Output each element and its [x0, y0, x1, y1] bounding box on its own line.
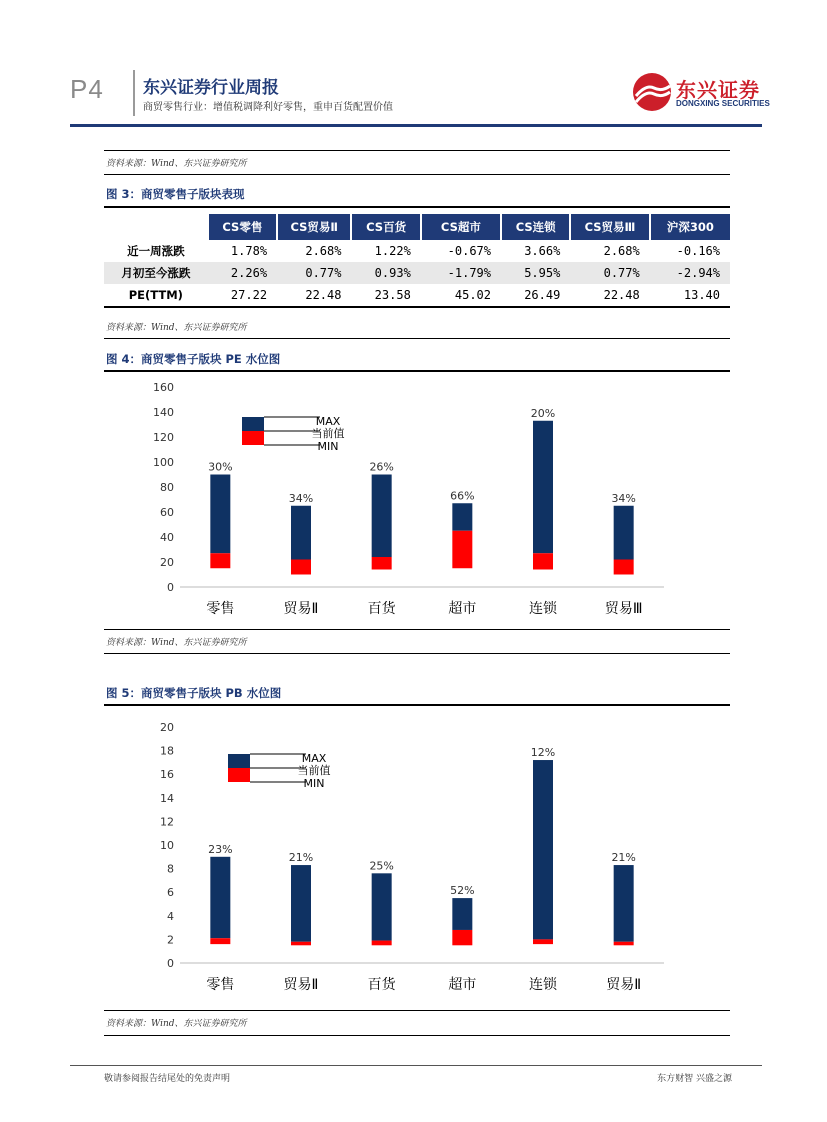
bar-max	[372, 475, 392, 558]
divider	[104, 653, 730, 654]
divider	[104, 150, 730, 151]
table-header-cell: CS贸易Ⅱ	[277, 214, 351, 240]
data-label: 26%	[369, 460, 394, 474]
data-label: 34%	[288, 491, 314, 505]
y-tick-label: 10	[160, 839, 174, 852]
bar-current	[291, 942, 311, 946]
y-tick-label: 160	[153, 381, 174, 394]
table-row	[104, 284, 730, 307]
legend-label: 当前值	[311, 427, 345, 440]
bar-max	[533, 421, 553, 554]
bar-max	[452, 503, 472, 531]
table-row	[104, 262, 730, 284]
table-corner	[104, 214, 208, 240]
footer-disclaimer: 敬请参阅报告结尾处的免责声明	[104, 1074, 231, 1084]
divider	[104, 338, 730, 339]
legend-swatch-max	[242, 417, 264, 431]
category-label: 贸易Ⅲ	[604, 601, 643, 617]
chart-title: 图 4：商贸零售子版块 PE 水位图	[106, 352, 281, 366]
row-label: 近一周涨跌	[127, 244, 185, 258]
bar-current	[452, 531, 472, 569]
y-tick-label: 20	[160, 721, 174, 734]
category-label: 百货	[367, 601, 396, 617]
table-cell: 1.22%	[374, 244, 411, 258]
footer-slogan: 东方财智 兴盛之源	[657, 1074, 732, 1084]
y-tick-label: 0	[167, 581, 174, 594]
bar-current	[210, 938, 230, 944]
bar-current	[291, 560, 311, 575]
y-tick-label: 80	[160, 481, 174, 494]
table-cell: 27.22	[208, 284, 277, 307]
data-label: 23%	[208, 842, 233, 856]
y-tick-label: 6	[167, 886, 174, 900]
y-tick-label: 16	[160, 768, 174, 782]
data-label: 66%	[450, 489, 475, 503]
legend-swatch-current	[242, 431, 264, 445]
data-label: 25%	[369, 859, 394, 873]
divider	[104, 206, 730, 208]
table-header-row	[104, 214, 730, 240]
bar-max	[291, 506, 311, 560]
table-cell: 22.48	[277, 284, 351, 307]
legend-label: MAX	[301, 752, 327, 765]
table-header-cell: CS超市	[421, 214, 501, 240]
table-cell: 0.77%	[570, 262, 649, 284]
y-tick-label: 2	[167, 933, 174, 947]
bar-current	[614, 560, 634, 575]
bar-max	[210, 857, 230, 938]
source-note: 资料来源：Wind、东兴证券研究所	[106, 1019, 247, 1029]
report-subtitle: 商贸零售行业：增值税调降利好零售，重申百货配置价值	[143, 102, 393, 113]
bar-max	[614, 865, 634, 942]
category-label: 贸易Ⅱ	[606, 977, 642, 993]
table-title: 图 3：商贸零售子版块表现	[106, 187, 245, 201]
table-header-cell: CS连锁	[501, 214, 570, 240]
footer-rule	[70, 1065, 762, 1066]
y-tick-label: 100	[153, 456, 174, 469]
legend-swatch-max	[228, 754, 250, 768]
row-label: 月初至今涨跌	[104, 262, 208, 284]
chart-title: 图 5：商贸零售子版块 PB 水位图	[106, 686, 282, 700]
data-label: 12%	[530, 746, 556, 760]
table-cell: 0.93%	[351, 262, 420, 284]
table-cell: 2.68%	[603, 244, 640, 258]
table-cell: 3.66%	[524, 244, 561, 258]
table-cell: 1.78%	[230, 244, 268, 258]
table-cell: 5.95%	[501, 262, 570, 284]
table-cell: 26.49	[501, 284, 570, 307]
header-divider	[133, 70, 135, 116]
legend-swatch-current	[228, 768, 250, 782]
y-tick-label: 0	[167, 957, 174, 970]
category-label: 百货	[367, 977, 396, 993]
legend-label: MIN	[317, 440, 339, 453]
table-header-cell: CS零售	[208, 214, 277, 240]
category-label: 贸易Ⅱ	[283, 601, 319, 617]
divider	[104, 629, 730, 630]
table-cell: 45.02	[421, 284, 501, 307]
legend-label: MIN	[303, 777, 325, 790]
logo-icon	[632, 72, 676, 112]
bar-max	[291, 865, 311, 942]
header-rule	[70, 124, 762, 127]
bar-max	[614, 506, 634, 560]
performance-table	[104, 214, 730, 308]
y-tick-label: 140	[153, 406, 174, 419]
bar-current	[210, 553, 230, 568]
category-label: 连锁	[529, 601, 557, 617]
y-tick-label: 40	[160, 531, 174, 544]
table-cell: 2.68%	[305, 244, 342, 258]
source-note: 资料来源：Wind、东兴证券研究所	[106, 323, 247, 333]
bar-current	[533, 553, 553, 569]
table-header-cell: CS贸易Ⅲ	[570, 214, 649, 240]
page-number: P4	[70, 74, 104, 104]
y-tick-label: 14	[160, 791, 174, 805]
bar-max	[372, 873, 392, 940]
bar-max	[533, 760, 553, 939]
y-tick-label: 8	[167, 862, 174, 876]
bar-current	[372, 941, 392, 946]
category-label: 超市	[448, 977, 477, 993]
bar-current	[372, 557, 392, 570]
table-cell: 2.26%	[208, 262, 277, 284]
y-tick-label: 20	[160, 556, 174, 569]
data-label: 21%	[611, 851, 636, 865]
category-label: 零售	[206, 601, 235, 617]
bar-current	[533, 939, 553, 944]
y-tick-label: 120	[153, 431, 174, 444]
bar-max	[210, 475, 230, 554]
table-cell: -0.67%	[447, 244, 491, 258]
table-cell: -0.16%	[676, 244, 720, 258]
divider	[104, 1010, 730, 1011]
table-cell: -1.79%	[421, 262, 501, 284]
table-header-cell: CS百货	[351, 214, 420, 240]
row-label: PE(TTM)	[104, 284, 208, 307]
bar-max	[452, 898, 472, 930]
logo-english: DONGXING SECURITIES	[676, 99, 770, 108]
data-label: 30%	[208, 460, 233, 474]
table-cell: 23.58	[351, 284, 420, 307]
category-label: 连锁	[529, 977, 557, 993]
pe-chart	[104, 372, 730, 622]
logo-text: 东兴证券	[676, 78, 760, 102]
y-tick-label: 4	[167, 909, 174, 923]
category-label: 贸易Ⅱ	[283, 977, 319, 993]
table-header-cell: 沪深300	[650, 214, 730, 240]
legend-label: MAX	[315, 415, 341, 428]
y-tick-label: 18	[160, 744, 174, 758]
y-tick-label: 60	[160, 506, 174, 519]
divider	[104, 1035, 730, 1036]
y-tick-label: 12	[160, 815, 174, 829]
table-cell: 0.77%	[277, 262, 351, 284]
category-label: 零售	[206, 977, 235, 993]
table-cell: -2.94%	[650, 262, 730, 284]
category-label: 超市	[448, 601, 477, 617]
table-row	[104, 240, 730, 262]
data-label: 34%	[611, 491, 636, 505]
data-label: 21%	[288, 851, 314, 865]
data-label: 20%	[530, 406, 556, 420]
source-note: 资料来源：Wind、东兴证券研究所	[106, 638, 247, 648]
bar-current	[614, 942, 634, 946]
table-cell: 13.40	[650, 284, 730, 307]
legend-label: 当前值	[297, 764, 331, 777]
source-note: 资料来源：Wind、东兴证券研究所	[106, 159, 247, 169]
table-cell: 22.48	[570, 284, 649, 307]
bar-current	[452, 930, 472, 945]
data-label: 52%	[450, 884, 475, 898]
divider	[104, 174, 730, 175]
report-title: 东兴证券行业周报	[143, 78, 279, 98]
pb-chart	[104, 706, 730, 1006]
